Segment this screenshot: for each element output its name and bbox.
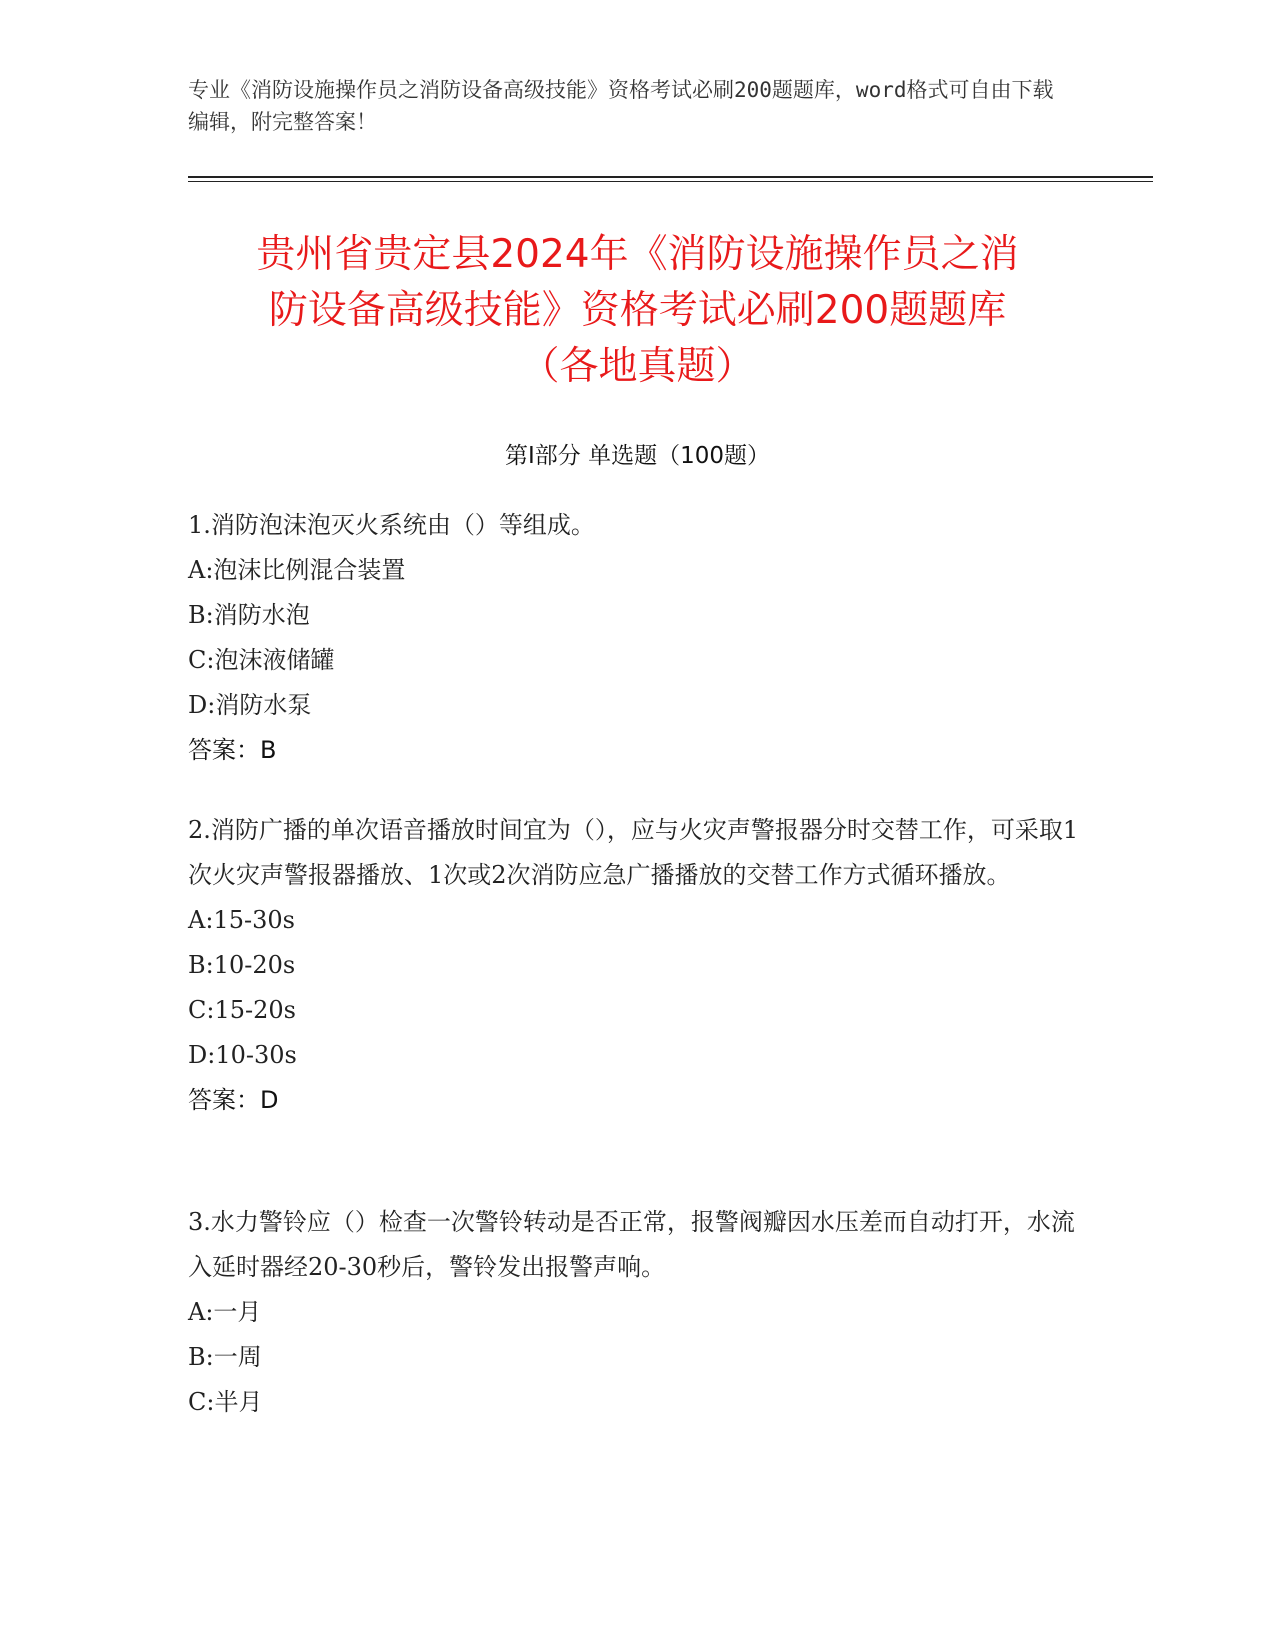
title-line-1: 贵州省贵定县2024年《消防设施操作员之消 — [256, 232, 1019, 277]
option-c: C:半月 — [188, 1388, 263, 1416]
answer: 答案：D — [188, 1086, 279, 1114]
header-divider-thick — [188, 176, 1153, 178]
option-a: A:15-30s — [188, 906, 295, 934]
option-a: A:泡沫比例混合装置 — [188, 556, 406, 584]
option-d: D:消防水泵 — [188, 691, 312, 719]
option-d: D:10-30s — [188, 1041, 297, 1069]
section-title: 第Ⅰ部分 单选题（100题） — [505, 443, 770, 469]
option-b: B:一周 — [188, 1343, 262, 1371]
document-title — [150, 227, 1125, 395]
question-1 — [188, 503, 1088, 773]
question-stem: 2.消防广播的单次语音播放时间宜为（），应与火灾声警报器分时交替工作，可采取1次火灾声警报器播放、1次或2次消防应急广播播放的交替工作方式循环播放。 — [188, 816, 1079, 889]
option-b: B:消防水泡 — [188, 601, 310, 629]
title-line-2: 防设备高级技能》资格考试必刷200题题库 — [268, 288, 1007, 333]
question-stem: 3.水力警铃应（）检查一次警铃转动是否正常，报警阀瓣因水压差而自动打开，水流入延时器经20-30秒后，警铃发出报警声响。 — [188, 1208, 1075, 1281]
question-3 — [188, 1200, 1088, 1425]
option-b: B:10-20s — [188, 951, 296, 979]
header-divider-thin — [188, 181, 1153, 182]
header-note: 专业《消防设施操作员之消防设备高级技能》资格考试必刷200题题库，word格式可自由下载编辑，附完整答案！ — [188, 78, 1054, 134]
option-c: C:泡沫液储罐 — [188, 646, 335, 674]
answer: 答案：B — [188, 736, 277, 764]
option-c: C:15-20s — [188, 996, 296, 1024]
title-line-3: （各地真题） — [520, 344, 755, 389]
question-stem: 1.消防泡沫泡灭火系统由（）等组成。 — [188, 511, 595, 539]
question-2 — [188, 808, 1088, 1123]
option-a: A:一月 — [188, 1298, 262, 1326]
